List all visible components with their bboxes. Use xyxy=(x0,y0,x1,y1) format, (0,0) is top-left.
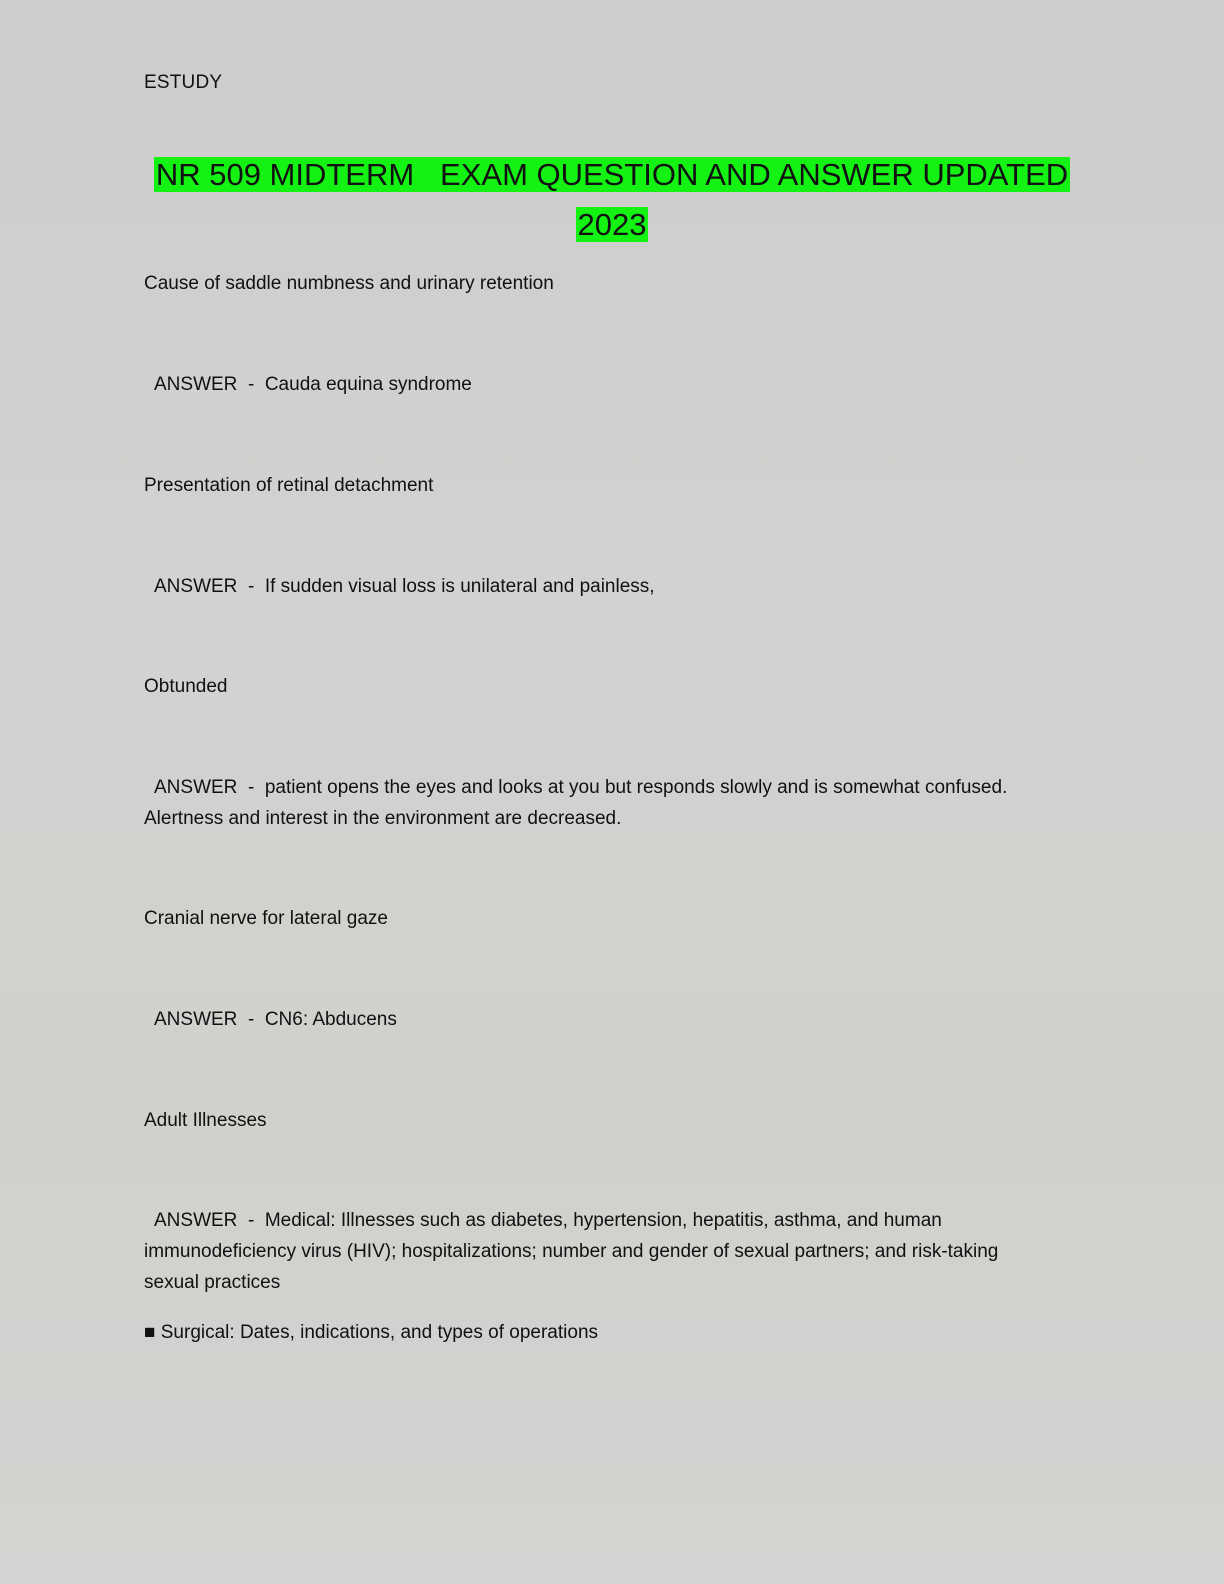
title-line-2: 2023 xyxy=(577,207,647,242)
answer-5-continuation-2: sexual practices xyxy=(144,1272,281,1293)
answer-3-text: ANSWER - patient opens the eyes and looks at you but responds slowly and is somewhat confused. xyxy=(154,777,1008,798)
question-4: Cranial nerve for lateral gaze xyxy=(144,908,388,929)
question-3: Obtunded xyxy=(144,676,228,697)
page-title xyxy=(144,150,1080,250)
answer-5-continuation: immunodeficiency virus (HIV); hospitalizations; number and gender of sexual partners; and risk-taking xyxy=(144,1241,999,1262)
answer-5-text: ANSWER - Medical: Illnesses such as diabetes, hypertension, hepatitis, asthma, and human xyxy=(154,1210,942,1231)
answer-1-text: ANSWER - Cauda equina syndrome xyxy=(154,374,472,395)
question-2: Presentation of retinal detachment xyxy=(144,475,434,496)
answer-3 xyxy=(144,772,1074,834)
answer-4 xyxy=(144,1004,1074,1035)
header-label: ESTUDY xyxy=(144,72,223,93)
answer-5 xyxy=(144,1205,1074,1298)
answer-2-text: ANSWER - If sudden visual loss is unilateral and painless, xyxy=(154,576,655,597)
title-line-1: NR 509 MIDTERM EXAM QUESTION AND ANSWER UPDATED xyxy=(155,157,1069,192)
question-1: Cause of saddle numbness and urinary retention xyxy=(144,273,554,294)
answer-3-continuation: Alertness and interest in the environment are decreased. xyxy=(144,808,622,829)
question-5: Adult Illnesses xyxy=(144,1110,267,1131)
answer-2 xyxy=(144,571,1074,602)
answer-1 xyxy=(144,369,1074,400)
answer-4-text: ANSWER - CN6: Abducens xyxy=(154,1009,397,1030)
answer-5-bullet: ■ Surgical: Dates, indications, and types of operations xyxy=(144,1322,599,1343)
